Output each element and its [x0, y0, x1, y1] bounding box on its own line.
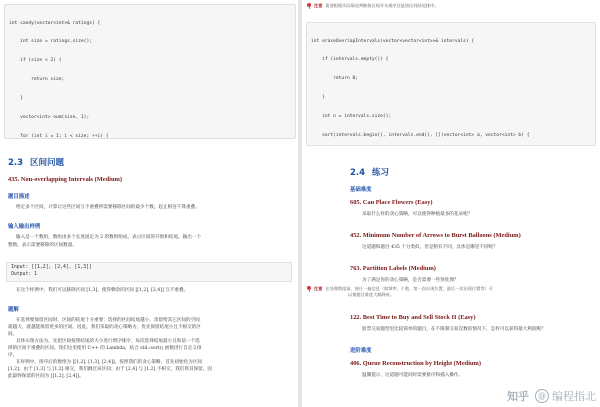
solution-line: 就越大，就越能保留更多的区间。因此，我们采取的贪心策略为，优先保留结尾小且不相交的区: [8, 325, 201, 330]
code-line: }: [311, 95, 325, 101]
code-line: if (intervals.empty()) {: [311, 57, 389, 63]
io-explanation: 在这个样例中，我们可以移除区间 [1,3]，使得剩余的区间 [[1,2], [2,4]] 互不重叠。: [16, 288, 189, 293]
note-text: 需要根据实际情况判断按区间开头排序还是按区间结尾排序。: [325, 3, 439, 8]
heading-advanced: 进阶难度: [350, 348, 372, 354]
code-line: if (size < 2) {: [9, 58, 62, 64]
solution-line: 具体实现方法为，先把区间按照结尾的大小进行增序排序，每次选择结尾最小且和前一个选: [16, 339, 200, 344]
io-text-1: 输入是一个数组，数组由多个长度固定为 2 的数组组成，表示区间的开始和结尾。输出一个: [16, 235, 202, 240]
note-tag: 注意: [314, 286, 323, 291]
section-number: 2.3: [8, 158, 24, 168]
section-heading: [8, 156, 64, 168]
note-mid: [306, 286, 596, 299]
left-page: [0, 0, 298, 407]
at-icon: @: [535, 389, 549, 403]
code-line: return 0;: [311, 76, 359, 82]
heading-description: 题目描述: [8, 194, 30, 200]
erase-overlap-code-block: [306, 22, 596, 146]
heading-io: 输入输出样例: [8, 224, 41, 230]
section-number: 2.4: [350, 168, 366, 178]
code-line: }: [9, 96, 23, 102]
section-title: 区间问题: [30, 158, 65, 168]
solution-line: 间。: [8, 332, 18, 337]
code-line: int size = ratings.size();: [9, 39, 92, 45]
heading-solution: 题解: [8, 307, 19, 313]
pin-icon: [306, 286, 312, 292]
problem-406-text: 温馨提示，这道题可能同时需要排序和插入操作。: [362, 373, 464, 378]
solution-line: 序。: [8, 353, 18, 358]
description-text: 给定多个区间，计算让这些区间互不重叠所需要移除区间的最少个数。起止相连不算重叠。: [16, 205, 200, 210]
solution-line: 择的区间不重叠的区间。我们这里使用 C++ 的 Lambda，结合 std::sort() 函数进行自定义排: [8, 346, 202, 351]
problem-title-605: 605. Can Place Flowers (Easy): [350, 199, 433, 206]
candy-code-block: [4, 4, 296, 139]
io-output: Output: 1: [11, 271, 37, 277]
code-line: int n = intervals.size();: [311, 114, 392, 120]
heading-basic: 基础难度: [350, 187, 372, 193]
io-example-box: [6, 262, 292, 282]
problem-title-122: 122. Best Time to Buy and Sell Stock II (Easy): [350, 314, 476, 321]
io-text-2: 整数，表示需要移除的区间数量。: [8, 243, 77, 248]
problem-title-406: 406. Queue Reconstruction by Height (Medium): [350, 360, 481, 367]
watermark-author: 编程指北: [552, 390, 596, 403]
note-text: 在处理数组前，统计一遍信息（如频率、个数、第一次出现位置、最后一次出现位置等）可: [325, 286, 493, 291]
problem-605-text: 采取什么样的贪心策略，可以使得种植最多的花朵呢？: [362, 212, 473, 217]
code-line: for (int i = 1; i < size; ++i) {: [9, 133, 109, 139]
note-tag: 注意: [314, 3, 323, 8]
code-line: sort(intervals.begin(), intervals.end(), [](vector<int> a, vector<int> b) {: [311, 133, 530, 139]
section-title: 练习: [372, 168, 390, 178]
code-line: int candy(vector<int>& ratings) {: [9, 20, 101, 26]
solution-line: [1,2]；由于 [1,3] 与 [1,2] 相交，我们跳过该区间；由于 [2,4] 与 [1,2] 不相交，我们将其保留。因: [8, 367, 212, 372]
solution-text: [8, 317, 294, 380]
section-heading-2-4: [350, 166, 389, 178]
solution-line: 在选择要保留区间时，区间的结尾十分重要：选择的区间结尾越小，余留给其它区间的空间: [16, 318, 200, 323]
problem-title-452: 452. Minimum Number of Arrows to Burst Balloons (Medium): [350, 232, 521, 239]
solution-line: 在样例中，排序后的数组为 [[1,2], [1,3], [2,4]]。按照我们的贪心策略，首先初始化为区间: [16, 360, 202, 365]
watermark: [507, 388, 596, 404]
note-top: [306, 3, 596, 9]
zhihu-logo: 知乎: [507, 390, 529, 403]
pin-icon: [306, 3, 312, 9]
code-line: return size;: [9, 77, 65, 83]
problem-122-text: 股票交易题型里比较简单的题目，在不限制交易次数的情况下，怎样可以获得最大利润呢？: [362, 327, 546, 332]
right-page: [302, 0, 600, 407]
problem-763-text: 为了满足你的贪心策略，是否需要一些预处理？: [362, 278, 459, 283]
problem-title-763: 763. Partition Labels (Medium): [350, 265, 436, 272]
solution-line: 此最终保留的区间为 [[1,2], [2,4]]。: [8, 374, 84, 379]
note-mid-line-2: 以使题目难度大幅降低。: [348, 292, 395, 298]
code-line: int eraseOverlapIntervals(vector<vector<int>>& intervals) {: [311, 38, 475, 44]
problem-452-text: 这道题和题目 435 十分类似，但是稍有不同，具体是哪里不同呢？: [362, 245, 498, 250]
io-input: Input: [[1,2], [2,4], [1,3]]: [11, 265, 92, 270]
code-line: vector<int> num(size, 1);: [9, 115, 90, 121]
problem-title-435: 435. Non-overlapping Intervals (Medium): [8, 176, 122, 183]
